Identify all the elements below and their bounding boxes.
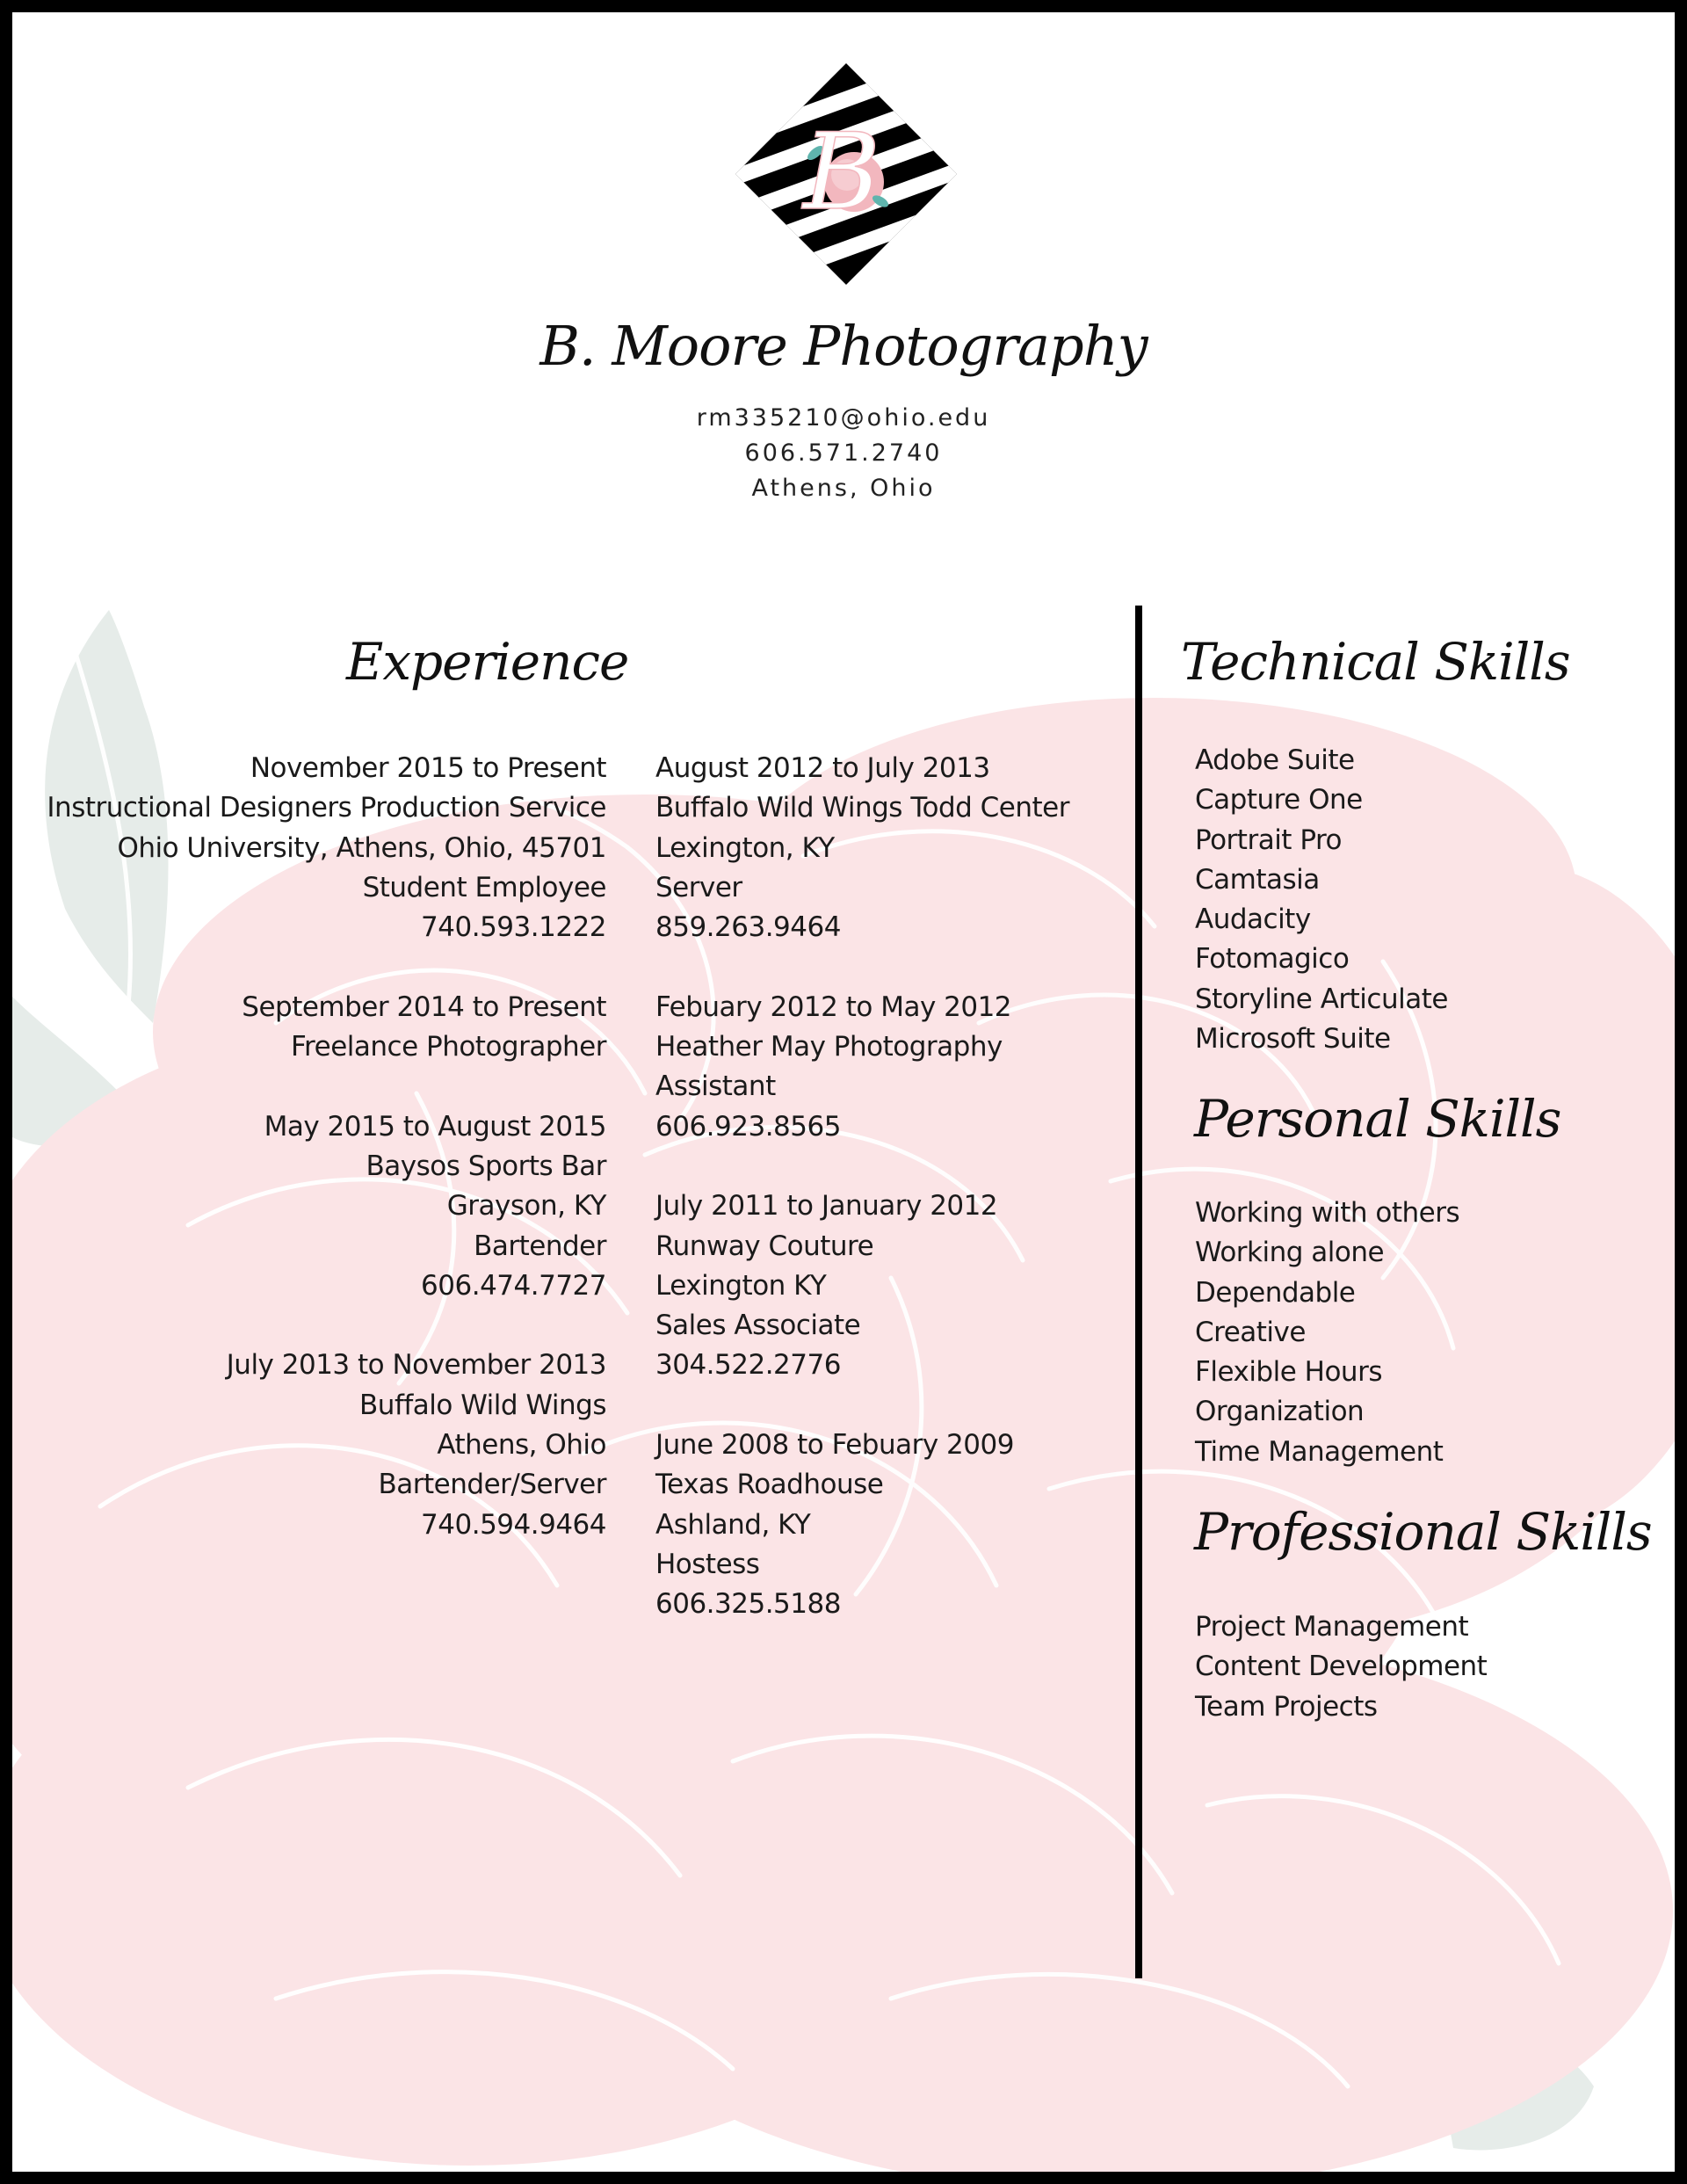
list-item: Adobe Suite	[1195, 744, 1355, 776]
contact-email[interactable]: rm335210@ohio.edu	[696, 404, 991, 432]
technical-skills-list	[1195, 741, 1448, 1059]
list-item: Time Management	[1195, 1435, 1444, 1468]
job-dates: July 2011 to January 2012	[655, 1190, 998, 1223]
personal-skills-heading: Personal Skills	[1194, 1089, 1561, 1149]
experience-entry	[655, 1186, 1069, 1385]
list-item: Capture One	[1195, 784, 1363, 816]
job-location: Ohio University, Athens, Ohio, 45701	[117, 831, 606, 864]
job-phone: 304.522.2776	[655, 1349, 841, 1382]
experience-entry	[47, 749, 606, 947]
list-item: Content Development	[1195, 1651, 1488, 1683]
list-item: Working alone	[1195, 1237, 1385, 1269]
job-location: Lexington KY	[655, 1269, 827, 1302]
job-location: Ashland, KY	[655, 1508, 811, 1541]
job-employer: Buffalo Wild Wings	[359, 1389, 606, 1421]
svg-text:B: B	[802, 112, 881, 234]
job-dates: May 2015 to August 2015	[264, 1110, 606, 1143]
list-item: Working with others	[1195, 1197, 1460, 1229]
job-phone: 606.474.7727	[421, 1269, 606, 1302]
job-dates: November 2015 to Present	[250, 752, 606, 784]
job-phone: 859.263.9464	[655, 911, 841, 944]
job-employer: Heather May Photography	[655, 1031, 1003, 1063]
contact-location: Athens, Ohio	[751, 475, 936, 502]
list-item: Organization	[1195, 1396, 1365, 1428]
job-dates: August 2012 to July 2013	[655, 752, 990, 784]
job-employer: Texas Roadhouse	[655, 1469, 884, 1501]
technical-skills-heading: Technical Skills	[1181, 632, 1570, 692]
job-dates: June 2008 to Febuary 2009	[655, 1429, 1014, 1462]
job-title: Student Employee	[362, 871, 606, 903]
professional-skills-heading: Professional Skills	[1194, 1502, 1652, 1562]
experience-entry	[47, 1107, 606, 1306]
list-item: Microsoft Suite	[1195, 1023, 1391, 1056]
job-phone: 606.325.5188	[655, 1588, 841, 1621]
job-title: Assistant	[655, 1070, 776, 1103]
job-location: Lexington, KY	[655, 831, 835, 864]
experience-entry	[47, 988, 606, 1068]
brand-logo	[733, 61, 959, 287]
job-title: Freelance Photographer	[290, 1031, 606, 1063]
job-title: Sales Associate	[655, 1310, 861, 1342]
list-item: Fotomagico	[1195, 943, 1350, 976]
job-title: Bartender/Server	[378, 1469, 606, 1501]
job-location: Grayson, KY	[446, 1190, 606, 1223]
column-divider	[1135, 606, 1142, 1978]
list-item: Team Projects	[1195, 1690, 1378, 1723]
job-location: Athens, Ohio	[437, 1429, 606, 1462]
experience-entry	[47, 1346, 606, 1544]
list-item: Creative	[1195, 1316, 1306, 1348]
job-phone: 606.923.8565	[655, 1110, 841, 1143]
professional-skills-list	[1195, 1607, 1487, 1727]
experience-entry	[655, 1426, 1069, 1624]
job-employer: Buffalo Wild Wings Todd Center	[655, 792, 1069, 824]
job-title: Bartender	[474, 1230, 606, 1262]
experience-entry	[655, 988, 1069, 1147]
contact-phone: 606.571.2740	[744, 439, 943, 467]
brand-name: B. Moore Photography	[539, 314, 1148, 378]
job-dates: September 2014 to Present	[242, 990, 606, 1023]
job-employer: Instructional Designers Production Service	[47, 792, 606, 824]
experience-heading: Experience	[346, 632, 629, 692]
personal-skills-list	[1195, 1194, 1459, 1472]
list-item: Flexible Hours	[1195, 1356, 1382, 1389]
job-phone: 740.594.9464	[421, 1508, 606, 1541]
job-dates: July 2013 to November 2013	[226, 1349, 606, 1382]
list-item: Project Management	[1195, 1611, 1469, 1643]
job-dates: Febuary 2012 to May 2012	[655, 990, 1012, 1023]
list-item: Camtasia	[1195, 863, 1320, 896]
list-item: Audacity	[1195, 903, 1311, 936]
list-item: Storyline Articulate	[1195, 983, 1448, 1015]
job-employer: Runway Couture	[655, 1230, 874, 1262]
list-item: Portrait Pro	[1195, 824, 1342, 856]
job-phone: 740.593.1222	[421, 911, 606, 944]
job-employer: Baysos Sports Bar	[366, 1150, 606, 1182]
list-item: Dependable	[1195, 1276, 1356, 1309]
experience-left-column	[47, 749, 606, 1585]
experience-right-column	[655, 749, 1069, 1665]
job-title: Server	[655, 871, 742, 903]
experience-entry	[655, 749, 1069, 947]
job-title: Hostess	[655, 1548, 760, 1580]
